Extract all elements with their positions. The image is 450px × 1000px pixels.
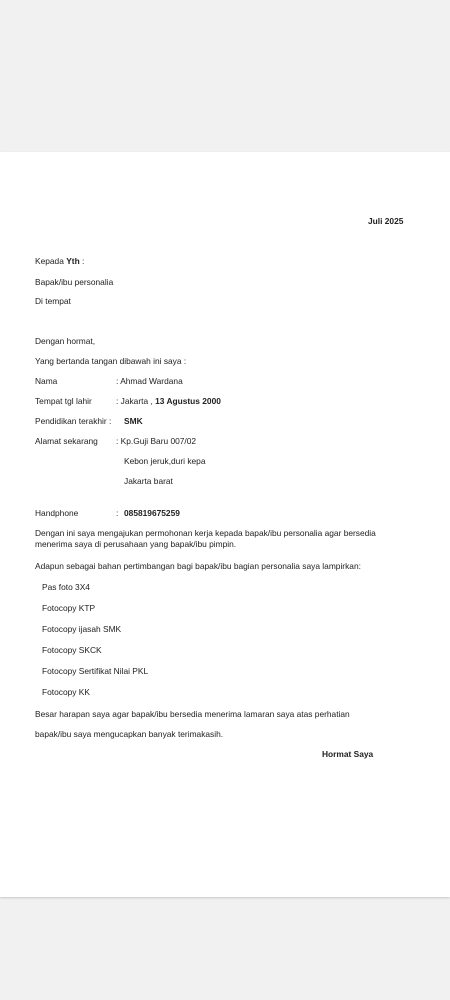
kepada-text: Kepada — [35, 256, 64, 266]
intro-line: Yang bertanda tangan dibawah ini saya : — [35, 356, 187, 366]
recipient-colon: : — [79, 256, 85, 266]
attachment-item: Fotocopy KTP — [42, 603, 96, 613]
application-paragraph: Dengan ini saya mengajukan permohonan kerja kepada bapak/ibu personalia agar bersedia menerima saya di perusahaan yang bapak/ibu pimpin. — [35, 528, 376, 549]
hp-colon: : — [116, 508, 119, 518]
pendidikan-label: Pendidikan terakhir : — [35, 416, 112, 426]
yth-text: Yth — [66, 256, 80, 266]
alamat-line2: Kebon jeruk,duri kepa — [124, 456, 206, 466]
pendidikan-value: SMK — [124, 416, 143, 426]
alamat-line1: : Kp.Guji Baru 007/02 — [116, 436, 197, 446]
ttl-value — [116, 396, 221, 407]
greeting: Dengan hormat, — [35, 336, 96, 346]
hp-value: 085819675259 — [124, 508, 180, 518]
signoff: Hormat Saya — [322, 749, 374, 759]
attachment-item: Fotocopy SKCK — [42, 645, 102, 655]
letter-page — [0, 152, 450, 897]
alamat-label: Alamat sekarang — [35, 436, 98, 446]
attachment-item: Pas foto 3X4 — [42, 582, 90, 592]
attachment-item: Fotocopy KK — [42, 687, 90, 697]
ttl-label: Tempat tgl lahir — [35, 396, 92, 406]
attachments-intro: Adapun sebagai bahan pertimbangan bagi bapak/ibu bagian personalia saya lampirkan: — [35, 561, 361, 571]
ttl-date: 13 Agustus 2000 — [155, 396, 221, 406]
attachment-item: Fotocopy ijasah SMK — [42, 624, 122, 634]
recipient-line2: Bapak/ibu personalia — [35, 277, 114, 287]
recipient-line3: Di tempat — [35, 296, 71, 306]
ttl-place: : Jakarta , — [116, 396, 153, 406]
attachment-item: Fotocopy Sertifikat Nilai PKL — [42, 666, 149, 676]
letter-date: Juli 2025 — [368, 216, 404, 226]
nama-value: : Ahmad Wardana — [116, 376, 183, 386]
closing-line2: bapak/ibu saya mengucapkan banyak terimakasih. — [35, 729, 224, 739]
hp-label: Handphone — [35, 508, 79, 518]
closing-line1: Besar harapan saya agar bapak/ibu bersedia menerima lamaran saya atas perhatian — [35, 709, 350, 719]
recipient-line1 — [35, 256, 84, 267]
nama-label: Nama — [35, 376, 58, 386]
alamat-line3: Jakarta barat — [124, 476, 173, 486]
